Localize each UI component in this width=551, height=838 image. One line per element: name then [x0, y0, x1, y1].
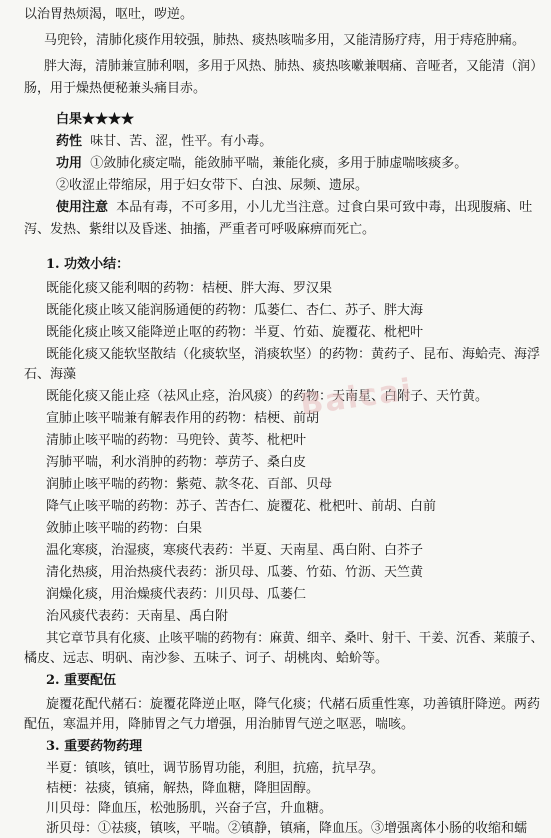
star-rating-icon: ★★★★ [82, 112, 135, 127]
summary-line: 润肺止咳平喘的药物：紫菀、款冬花、百部、贝母 [46, 477, 333, 492]
summary-line: 既能化痰止咳又能润肠通便的药物：瓜蒌仁、杏仁、苏子、胖大海 [46, 303, 424, 318]
zhuyi-text-1: 本品有毒，不可多用，小儿尤当注意。过食白果可致中毒，出现腹痛、吐 [116, 200, 533, 215]
summary-line: 温化寒痰，治湿痰，寒痰代表药：半夏、天南星、禹白附、白芥子 [46, 543, 424, 558]
watermark-logo: Baicai [298, 372, 416, 423]
baiguo-heading [56, 111, 134, 129]
summary-line: 既能化痰又能止痉（祛风止痉，治风痰）的药物：天南星、白附子、天竹黄。 [46, 389, 489, 404]
summary-line: 橘皮、远志、明矾、南沙参、五味子、诃子、胡桃肉、蛤蚧等。 [24, 651, 389, 666]
yaoli-line: 半夏：镇咳，镇吐，调节肠胃功能，利胆，抗癌，抗早孕。 [46, 761, 385, 776]
summary-line: 既能化痰又能软坚散结（化痰软坚，消痰软坚）的药物：黄药子、昆布、海蛤壳、海浮 [46, 347, 541, 362]
gongyong-text-1: ①敛肺化痰定喘，能敛肺平喘，兼能化痰，多用于肺虚喘咳痰多。 [90, 156, 468, 171]
summary-line: 清肺止咳平喘的药物：马兜铃、黄芩、枇杷叶 [46, 433, 307, 448]
yaoli-line: 浙贝母：①祛痰，镇咳，平喘。②镇静，镇痛，降血压。③增强离体小肠的收缩和蠕 [46, 821, 528, 836]
summary-line: 既能化痰止咳又能降逆止呕的药物：半夏、竹茹、旋覆花、枇杷叶 [46, 325, 424, 340]
pre-line-3: 胖大海，清肺兼宣肺利咽，多用于风热、肺热、痰热咳嗽兼咽痛、音哑者，又能清（润） [44, 59, 544, 74]
summary-line: 石、海藻 [24, 367, 77, 382]
zhuyi-text-2: 泻、发热、紫绀以及昏迷、抽搐，严重者可呼吸麻痹而死亡。 [24, 222, 376, 237]
zhuyi-label: 使用注意 [56, 200, 109, 215]
summary-line: 既能化痰又能利咽的药物：桔梗、胖大海、罗汉果 [46, 281, 333, 296]
xingwei-label: 药性 [56, 134, 83, 149]
peiwu-line-2: 配伍，寒温并用，降肺胃之气力增强，用治肺胃气逆之呕恶，喘咳。 [24, 717, 415, 732]
section-heading-1: 1. 功效小结： [46, 257, 130, 272]
gongyong-text-2: ②收涩止带缩尿，用于妇女带下、白浊、尿频、遗尿。 [56, 178, 369, 193]
section-heading-2: 2. 重要配伍 [46, 673, 117, 688]
yaoli-line: 桔梗：祛痰，镇痛，解热，降血糖，降胆固醇。 [46, 781, 320, 796]
baiguo-xingwei [56, 133, 272, 151]
gongyong-label: 功用 [56, 156, 83, 171]
baiguo-zhuyi [56, 199, 532, 217]
summary-line: 清化热痰，用治热痰代表药：浙贝母、瓜蒌、竹茹、竹沥、天竺黄 [46, 565, 424, 580]
xingwei-text: 味甘、苦、涩，性平。有小毒。 [90, 134, 273, 149]
summary-line: 宣肺止咳平喘兼有解表作用的药物：桔梗、前胡 [46, 411, 320, 426]
summary-line: 泻肺平喘，利水消肿的药物：葶苈子、桑白皮 [46, 455, 307, 470]
summary-line: 润燥化痰，用治燥痰代表药：川贝母、瓜蒌仁 [46, 587, 307, 602]
pre-line-1: 以治胃热烦渴，呕吐，哕逆。 [24, 7, 194, 22]
peiwu-line-1: 旋覆花配代赭石：旋覆花降逆止呕，降气化痰；代赭石质重性寒，功善镇肝降逆。两药 [46, 697, 541, 712]
baiguo-title: 白果 [56, 112, 83, 127]
pre-line-4: 肠，用于燥热便秘兼头痛目赤。 [24, 81, 207, 96]
summary-line: 降气止咳平喘的药物：苏子、苦杏仁、旋覆花、枇杷叶、前胡、白前 [46, 499, 437, 514]
yaoli-line: 川贝母：降血压，松弛肠肌，兴奋子宫，升血糖。 [46, 801, 333, 816]
baiguo-gongyong [56, 155, 467, 173]
section-heading-3: 3. 重要药物药理 [46, 739, 143, 754]
summary-line: 其它章节具有化痰、止咳平喘的药物有：麻黄、细辛、桑叶、射干、干姜、沉香、莱菔子、 [46, 631, 544, 646]
summary-line: 治风痰代表药：天南星、禹白附 [46, 609, 229, 624]
pre-line-2: 马兜铃，清肺化痰作用较强，肺热、痰热咳喘多用，又能清肠疗痔，用于痔疮肿痛。 [44, 33, 526, 48]
summary-line: 敛肺止咳平喘的药物：白果 [46, 521, 203, 536]
